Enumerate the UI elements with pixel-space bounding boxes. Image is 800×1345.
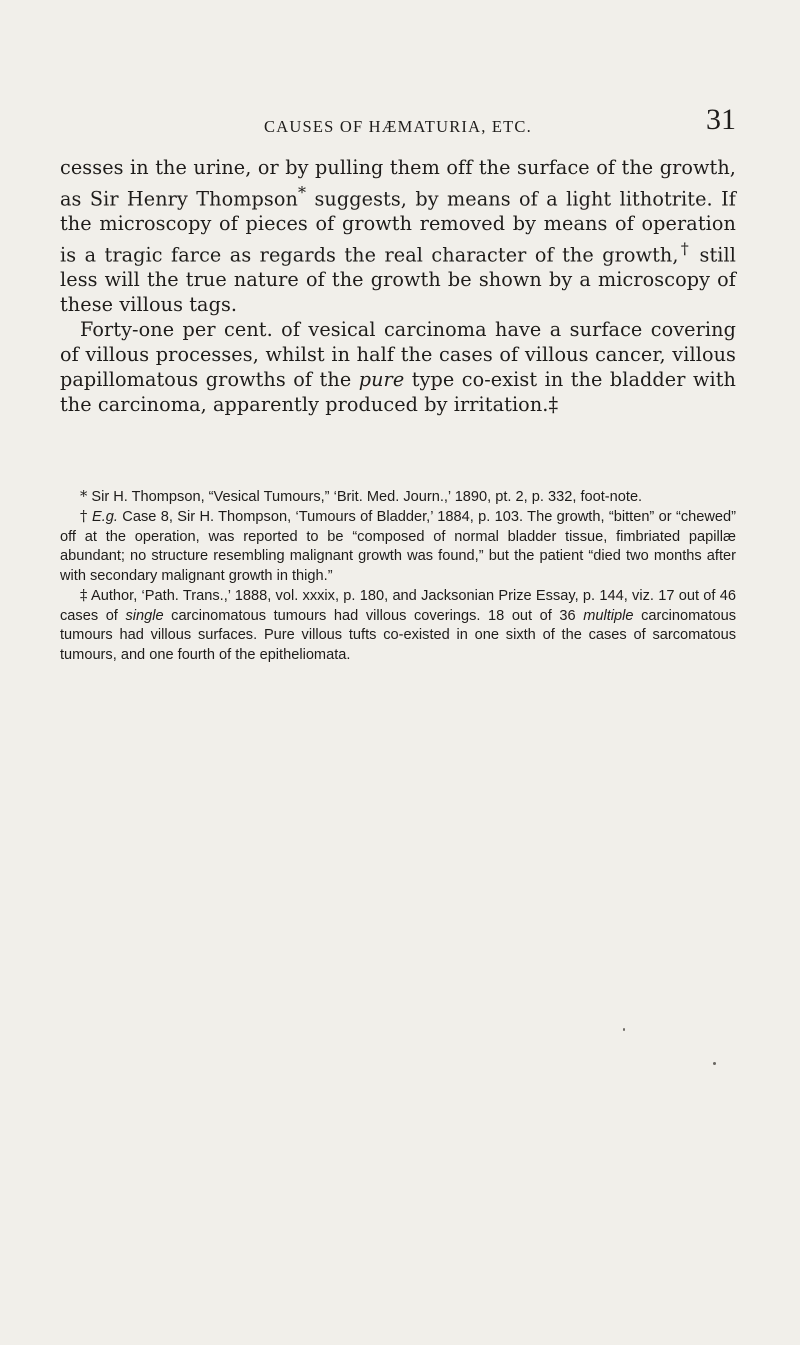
footnote-3-mark: ‡ — [80, 587, 88, 605]
paper-speck — [713, 1062, 716, 1065]
paragraph-1-text-b: suggests, by means of a light lithotrite. If the microscopy of pieces of growth removed by means of operation is a tragic farce as regards the real character of the growth, — [60, 187, 736, 267]
footnote-1 — [60, 487, 736, 507]
footnote-3-text-c: carcinomatous tumours had villous surfaces. Pure villous tufts co-existed in one sixth of the cases of sarcomatous tumours, and one fourth of the epitheliomata. — [60, 607, 736, 663]
running-title: CAUSES OF HÆMATURIA, ETC. — [264, 117, 532, 136]
footnote-2 — [60, 507, 736, 586]
footnote-3-text-b: carcinomatous tumours had villous coverings. 18 out of 36 — [163, 607, 584, 624]
paper-speck — [623, 1028, 625, 1031]
footnote-ref-1: * — [297, 182, 307, 202]
paragraph-1 — [60, 156, 736, 318]
footnote-1-mark: * — [80, 488, 88, 505]
footnote-ref-3: ‡ — [548, 392, 559, 416]
paragraph-2 — [60, 318, 736, 418]
footnote-2-mark: † — [80, 508, 88, 526]
footnotes — [60, 487, 736, 665]
footnote-ref-2: † — [678, 239, 692, 259]
footnote-2-text: Case 8, Sir H. Thompson, ‘Tumours of Bladder,’ 1884, p. 103. The growth, “bitten” or “chewed” off at the operation, was reported to be “composed of normal bladder tissue, fimbriated papillæ abundant; no structure resembling malignant growth was found,” but the patient “died two months after with secondary malignant growth in thigh.” — [60, 509, 737, 584]
paragraph-1-text-a: cesses in the urine, or by pulling them off the surface of the growth, as Sir Henry Thompson — [60, 156, 736, 211]
emphasis-pure: pure — [358, 368, 405, 392]
footnote-3-emphasis-multiple: multiple — [583, 607, 634, 624]
footnote-3-emphasis-single: single — [125, 607, 164, 624]
paragraph-1-text-c: still less will the true nature of the growth be shown by a microscopy of these villous tags. — [60, 243, 736, 317]
footnote-3 — [60, 586, 736, 665]
body-text — [60, 156, 736, 418]
running-head — [60, 101, 736, 141]
page-number: 31 — [706, 103, 736, 136]
footnote-3-text-a: Author, ‘Path. Trans.,’ 1888, vol. xxxix, p. 180, and Jacksonian Prize Essay, p. 144, viz. 17 out of 46 cases of — [60, 588, 736, 624]
paragraph-2-text-a: Forty-one per cent. of vesical carcinoma have a surface covering of villous processes, whilst in half the cases of villous cancer, villous papillomatous growths of the — [60, 318, 736, 392]
footnote-1-text: Sir H. Thompson, “Vesical Tumours,” ‘Brit. Med. Journ.,’ 1890, pt. 2, p. 332, foot-note. — [87, 489, 643, 505]
paragraph-2-text-b: type co-exist in the bladder with the carcinoma, apparently produced by irritation. — [60, 368, 736, 416]
footnote-2-emphasis: E.g. — [87, 509, 118, 526]
